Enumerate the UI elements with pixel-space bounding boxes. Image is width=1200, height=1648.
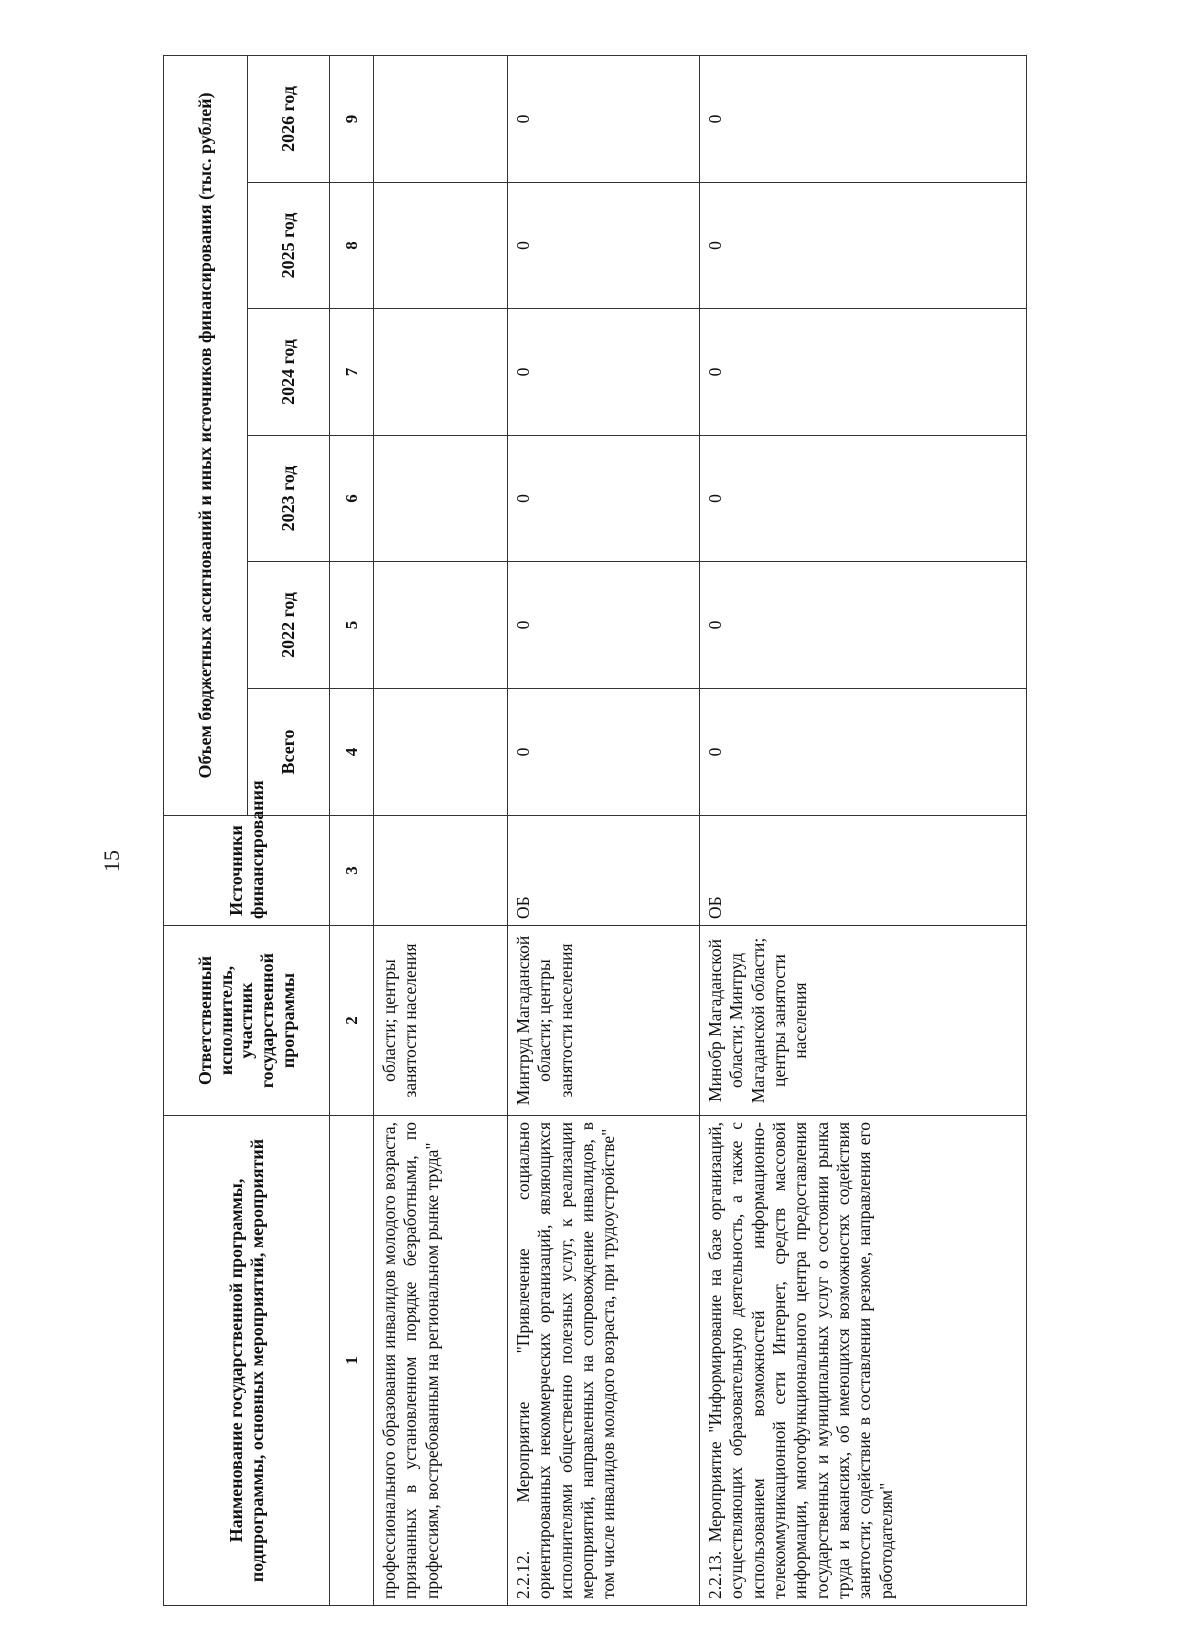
column-number: 7 (330, 309, 374, 436)
row-value-2023: 0 (507, 436, 699, 562)
row-value-2022: 0 (699, 562, 1026, 689)
row-value-2022: 0 (507, 562, 699, 689)
row-value-2024 (374, 309, 508, 436)
column-number: 3 (330, 816, 374, 926)
row-value-2024: 0 (699, 309, 1026, 436)
header-year-2026: 2026 год (248, 55, 330, 182)
row-value-2025: 0 (507, 183, 699, 309)
page-number: 15 (99, 850, 124, 872)
rotated-table-container (163, 56, 1027, 1606)
row-executor: Минобр Магаданской области; Минтруд Магаданской области; центры занятости населения (699, 926, 1026, 1116)
header-year-2025: 2025 год (248, 183, 330, 309)
row-source: ОБ (507, 816, 699, 926)
column-number: 9 (330, 55, 374, 182)
row-name: 2.2.13. Мероприятие "Информирование на базе организаций, осуществляющих образовательную деятельность, а также с использованием возможностей информационно-телекоммуникационной сети Интернет, средств массовой информации, многофункционального центра предоставления государственных и муниципальных услуг о состоянии рынка труда и вакансиях, об имеющихся возможностях содействия занятости; содействие в составлении резюме, направления его работодателям" (699, 1116, 1026, 1606)
row-value-2025 (374, 183, 508, 309)
header-funding-group: Объем бюджетных ассигнований и иных источников финансирования (тыс. рублей) (164, 55, 248, 815)
row-value-2025: 0 (699, 183, 1026, 309)
row-source (374, 816, 508, 926)
header-year-2022: 2022 год (248, 562, 330, 689)
row-name: 2.2.12. Мероприятие "Привлечение социально ориентированных некоммерческих организаций, являющихся исполнителями общественно полезных услуг, к реализации мероприятий, направленных на сопровождение инвалидов, в том числе инвалидов молодого возраста, при трудоустройстве" (507, 1116, 699, 1606)
table-row (699, 55, 1026, 1605)
row-executor: Минтруд Магаданской области; центры занятости населения (507, 926, 699, 1116)
header-year-2023: 2023 год (248, 436, 330, 562)
header-executor: Ответственный исполнитель, участник государственной программы (164, 926, 330, 1116)
column-number: 2 (330, 926, 374, 1116)
row-value-2026: 0 (699, 55, 1026, 182)
header-year-total: Всего (248, 689, 330, 816)
table-row (507, 55, 699, 1605)
column-number-row (330, 55, 374, 1605)
column-number: 6 (330, 436, 374, 562)
column-number: 5 (330, 562, 374, 689)
row-value-2023 (374, 436, 508, 562)
funding-table (163, 55, 1027, 1606)
row-source: ОБ (699, 816, 1026, 926)
row-name: профессионального образования инвалидов молодого возраста, признанных в установленном порядке безработными, по профессиям, востребованным на региональном рынке труда" (374, 1116, 508, 1606)
table-row (374, 55, 508, 1605)
row-value-2026: 0 (507, 55, 699, 182)
column-number: 1 (330, 1116, 374, 1606)
header-year-2024: 2024 год (248, 309, 330, 436)
row-value-2022 (374, 562, 508, 689)
row-value-2026 (374, 55, 508, 182)
row-value-2023: 0 (699, 436, 1026, 562)
row-value-total (374, 689, 508, 816)
header-source: Источники финансирования (164, 816, 330, 926)
row-value-2024: 0 (507, 309, 699, 436)
column-number: 8 (330, 183, 374, 309)
row-executor: области; центры занятости населения (374, 926, 508, 1116)
column-number: 4 (330, 689, 374, 816)
row-value-total: 0 (699, 689, 1026, 816)
row-value-total: 0 (507, 689, 699, 816)
header-name: Наименование государственной программы, подпрограммы, основных мероприятий, мероприятий (164, 1116, 330, 1606)
